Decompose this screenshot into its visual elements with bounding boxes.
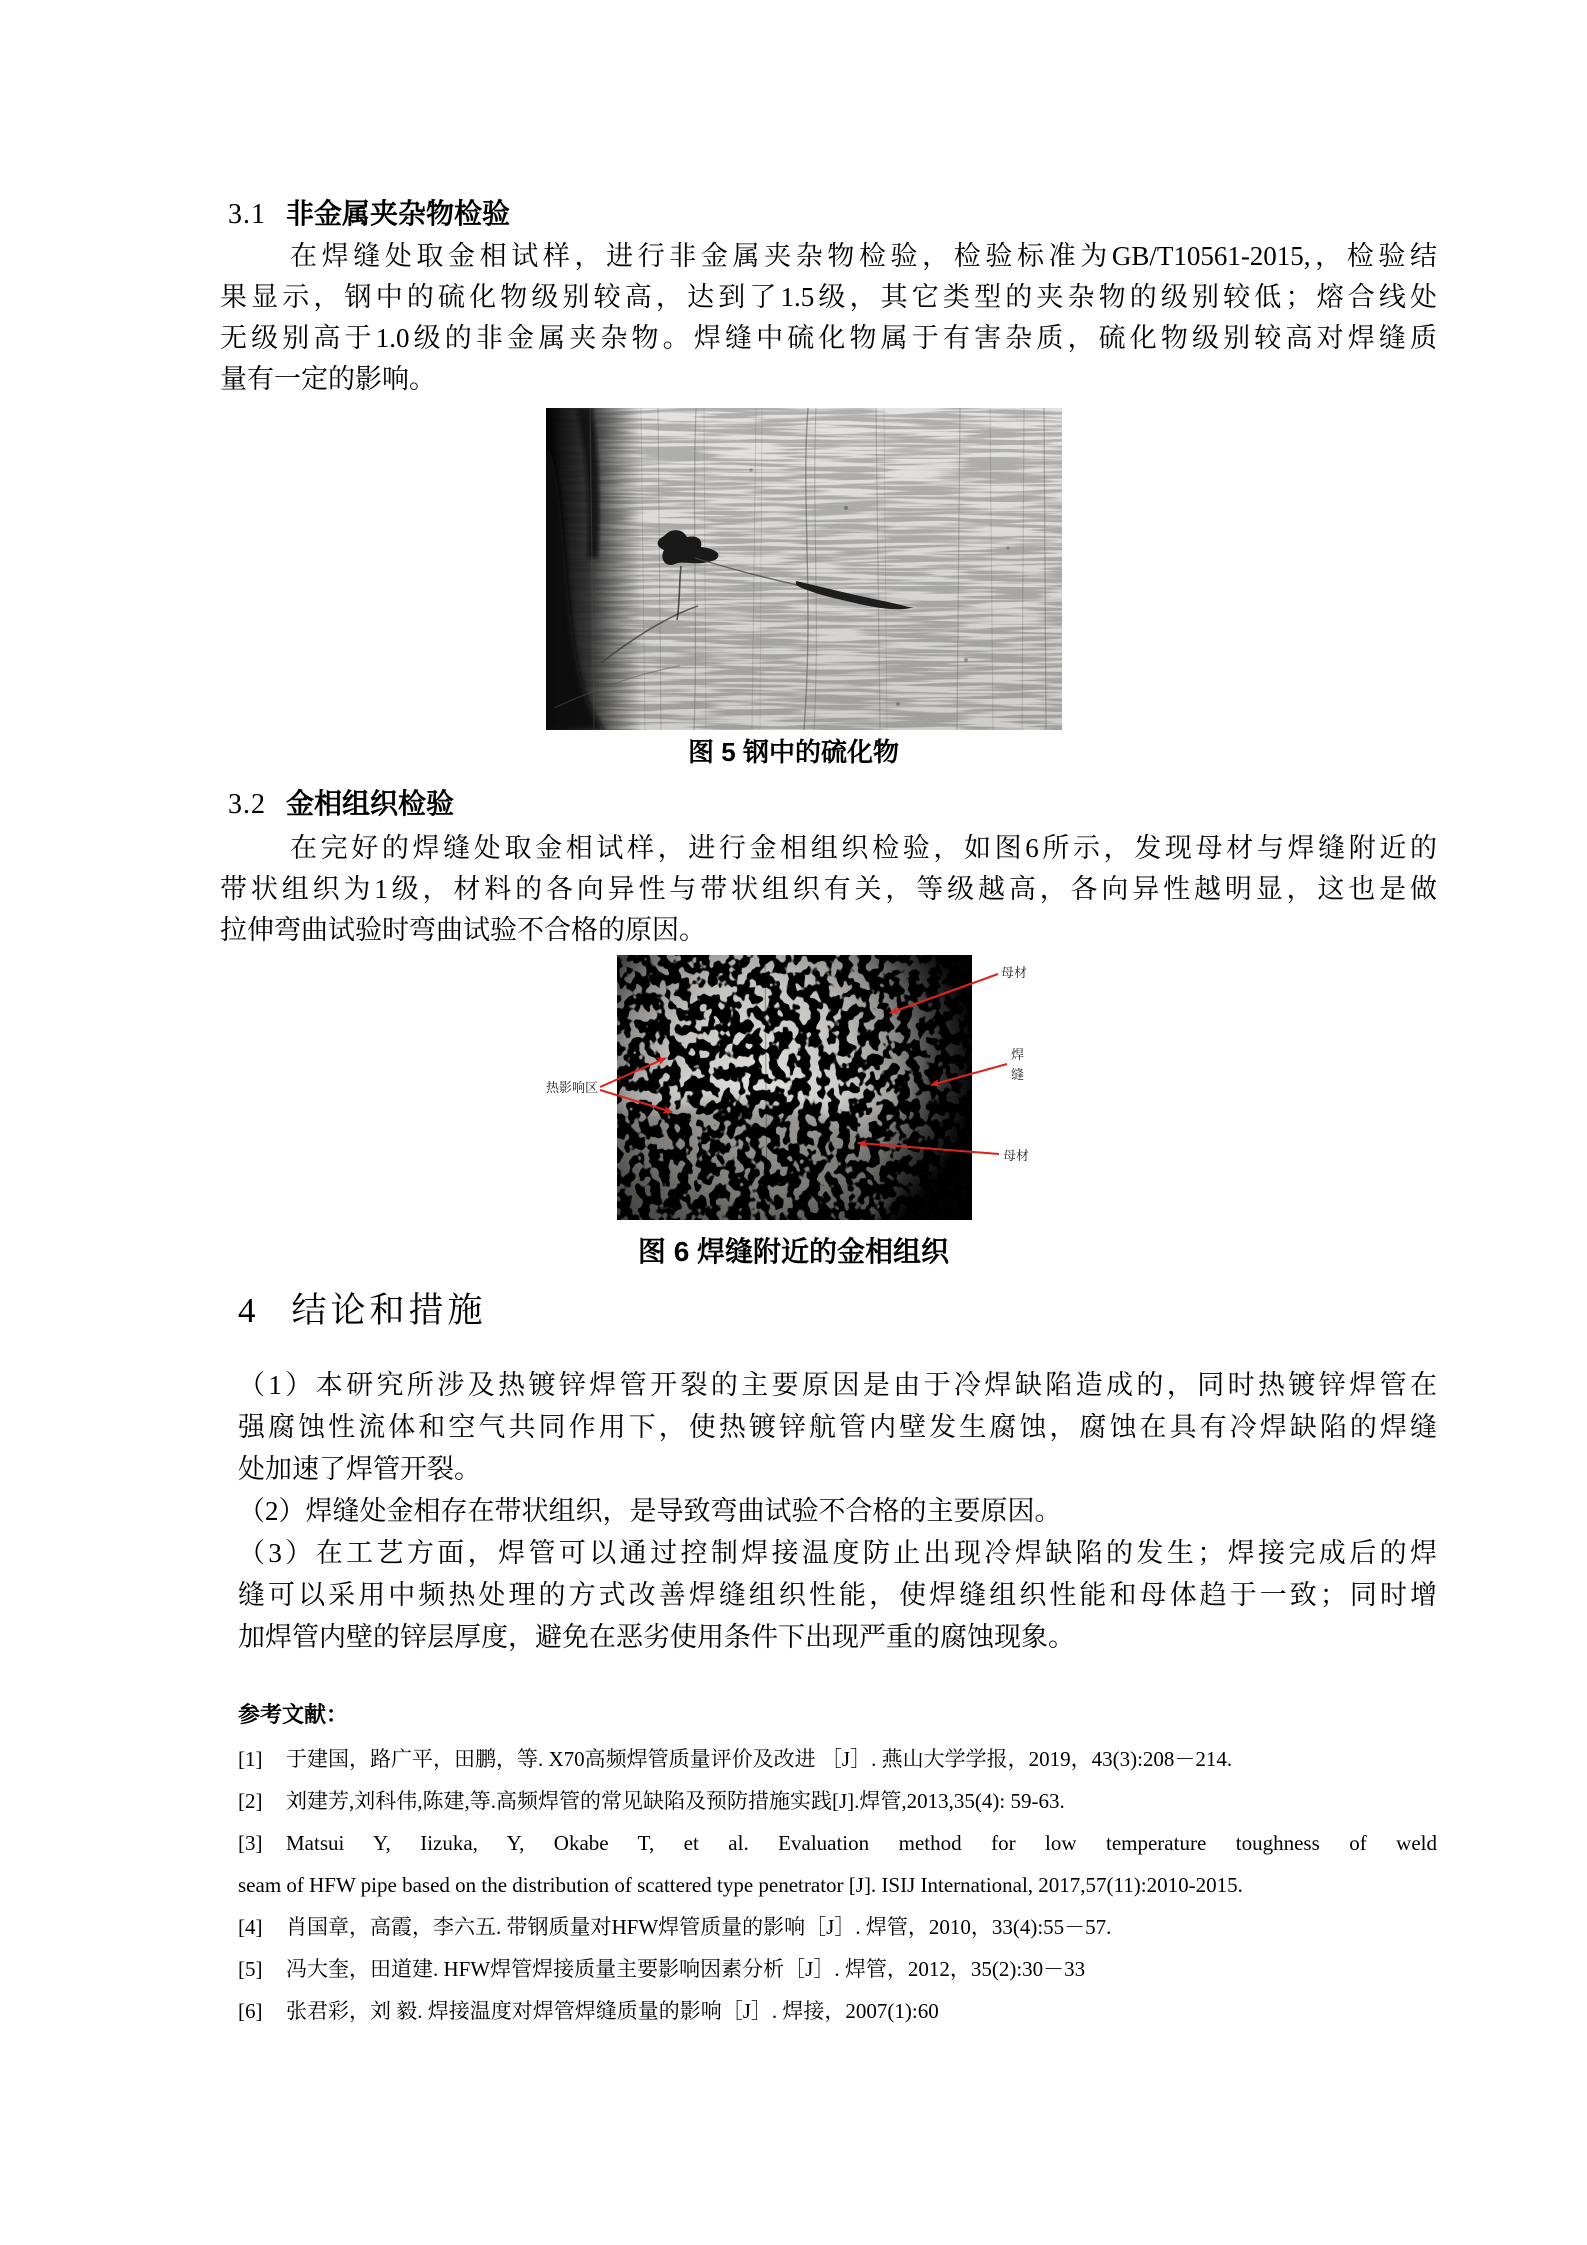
paragraph-line: 量有一定的影响。 bbox=[220, 364, 436, 394]
figure6-label-base-metal-bottom: 母材 bbox=[1003, 1148, 1030, 1163]
conclusion-line: （2）焊缝处金相存在带状组织，是导致弯曲试验不合格的主要原因。 bbox=[238, 1496, 1062, 1526]
reference-label: [5] bbox=[238, 1957, 263, 1981]
reference-item bbox=[238, 1990, 1437, 2032]
references-list bbox=[238, 1738, 1437, 2032]
reference-label: [4] bbox=[238, 1915, 263, 1939]
paragraph-line: 在焊缝处取金相试样，进行非金属夹杂物检验，检验标准为GB/T10561-2015,，检验结 bbox=[290, 241, 1437, 271]
section-4-title: 结论和措施 bbox=[291, 1291, 487, 1330]
reference-item bbox=[238, 1822, 1437, 1864]
conclusion-line: 缝可以采用中频热处理的方式改善焊缝组织性能，使焊缝组织性能和母体趋于一致；同时增 bbox=[238, 1580, 1437, 1610]
reference-text: Matsui Y, Iizuka, Y, Okabe T, et al. Evaluation method for low temperature toughness of weld bbox=[286, 1831, 1437, 1855]
reference-text: 刘建芳,刘科伟,陈建,等.高频焊管的常见缺陷及预防措施实践[J].焊管,2013,35(4): 59-63. bbox=[286, 1789, 1065, 1813]
section-3-1-heading bbox=[228, 196, 510, 233]
figure6-label-weld-char2: 缝 bbox=[1011, 1067, 1025, 1082]
conclusion-line: 强腐蚀性流体和空气共同作用下，使热镀锌航管内壁发生腐蚀，腐蚀在具有冷焊缺陷的焊缝 bbox=[238, 1412, 1437, 1442]
reference-text: seam of HFW pipe based on the distribution of scattered type penetrator [J]. ISIJ International, 2017,57(11):2010-2015. bbox=[238, 1873, 1243, 1897]
paragraph-line: 带状组织为1级，材料的各向异性与带状组织有关，等级越高，各向异性越明显，这也是做 bbox=[220, 874, 1437, 904]
figure6-label-haz: 热影响区 bbox=[546, 1080, 599, 1095]
reference-item bbox=[238, 1906, 1437, 1948]
reference-text: 张君彩，刘 毅. 焊接温度对焊管焊缝质量的影响［J］. 焊接，2007(1):60 bbox=[286, 1999, 939, 2023]
reference-text: 肖国章，高霞，李六五. 带钢质量对HFW焊管质量的影响［J］. 焊管，2010，33(4):55－57. bbox=[286, 1915, 1112, 1939]
reference-item bbox=[238, 1780, 1437, 1822]
paragraph-line: 在完好的焊缝处取金相试样，进行金相组织检验，如图6所示，发现母材与焊缝附近的 bbox=[290, 833, 1437, 863]
conclusion-line: （3）在工艺方面，焊管可以通过控制焊接温度防止出现冷焊缺陷的发生；焊接完成后的焊 bbox=[238, 1538, 1437, 1568]
conclusion-line: 处加速了焊管开裂。 bbox=[238, 1454, 481, 1484]
reference-label: [2] bbox=[238, 1789, 263, 1813]
figure6-caption: 图 6 焊缝附近的金相组织 bbox=[637, 1236, 950, 1267]
reference-label: [3] bbox=[238, 1831, 263, 1855]
paragraph-line: 果显示，钢中的硫化物级别较高，达到了1.5级，其它类型的夹杂物的级别较低；熔合线处 bbox=[220, 282, 1437, 312]
section-3-1-title: 非金属夹杂物检验 bbox=[286, 198, 511, 229]
section-4-heading bbox=[238, 1288, 487, 1334]
conclusion-line: （1）本研究所涉及热镀锌焊管开裂的主要原因是由于冷焊缺陷造成的，同时热镀锌焊管在 bbox=[238, 1370, 1437, 1400]
references-heading: 参考文献： bbox=[238, 1702, 349, 1727]
figure6-photo bbox=[542, 950, 978, 1230]
figure6-annotated-micrograph bbox=[520, 950, 1120, 1230]
reference-text: 于建国，路广平，田鹏，等. X70高频焊管质量评价及改进 ［J］. 燕山大学学报，2019，43(3):208－214. bbox=[286, 1747, 1233, 1771]
section-3-1-paragraph bbox=[220, 236, 1437, 400]
paragraph-line: 无级别高于1.0级的非金属夹杂物。焊缝中硫化物属于有害杂质，硫化物级别较高对焊缝质 bbox=[220, 323, 1437, 353]
figure6-label-base-metal-top: 母材 bbox=[1001, 965, 1028, 980]
reference-text: 冯大奎，田道建. HFW焊管焊接质量主要影响因素分析［J］. 焊管，2012，35(2):30－33 bbox=[286, 1957, 1086, 1981]
reference-item-continuation bbox=[238, 1864, 1437, 1906]
section-3-2-heading bbox=[228, 786, 454, 823]
section-3-2-title: 金相组织检验 bbox=[286, 788, 455, 819]
reference-item bbox=[238, 1948, 1437, 1990]
reference-item bbox=[238, 1738, 1437, 1780]
section-4-paragraph bbox=[238, 1364, 1437, 1658]
section-3-2-paragraph bbox=[220, 828, 1437, 951]
figure5-micrograph-image bbox=[546, 408, 1062, 730]
reference-label: [1] bbox=[238, 1747, 263, 1771]
section-3-2-number: 3.2 bbox=[228, 789, 266, 820]
figure5-caption: 图 5 钢中的硫化物 bbox=[688, 737, 899, 767]
conclusion-line: 加焊管内壁的锌层厚度，避免在恶劣使用条件下出现严重的腐蚀现象。 bbox=[238, 1622, 1075, 1652]
paragraph-line: 拉伸弯曲试验时弯曲试验不合格的原因。 bbox=[220, 915, 706, 945]
section-3-1-number: 3.1 bbox=[228, 199, 266, 230]
figure6-label-weld-char1: 焊 bbox=[1011, 1047, 1025, 1062]
reference-label: [6] bbox=[238, 1999, 263, 2023]
section-4-number: 4 bbox=[238, 1291, 258, 1330]
